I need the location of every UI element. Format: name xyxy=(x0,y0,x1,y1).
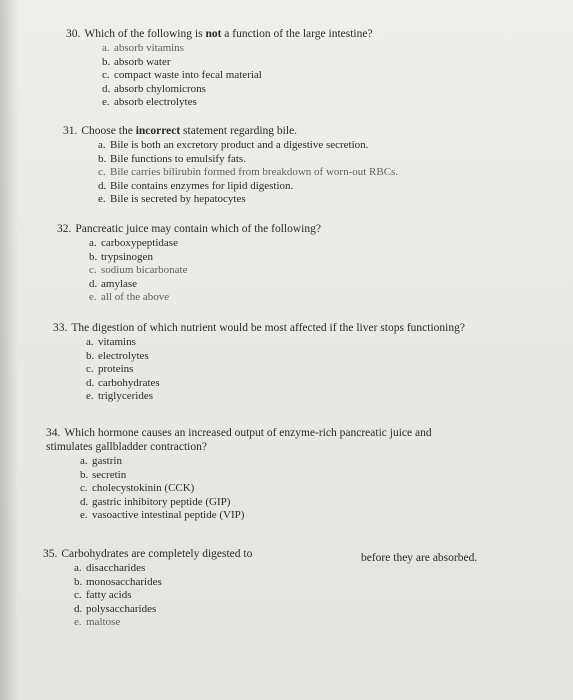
option-d xyxy=(98,180,398,194)
option-e xyxy=(98,193,398,207)
option-b xyxy=(89,251,321,265)
option-text: amylase xyxy=(101,277,138,290)
option-d xyxy=(74,603,252,617)
question-31-options xyxy=(98,139,398,207)
question-33-stem xyxy=(53,321,465,335)
stem-text: Pancreatic juice may contain which of the following? xyxy=(75,223,321,235)
question-number: 32. xyxy=(57,223,72,235)
option-text: Bile contains enzymes for lipid digestion. xyxy=(110,179,294,192)
option-text: maltose xyxy=(86,616,121,629)
option-letter: e. xyxy=(102,96,110,109)
option-letter: c. xyxy=(102,69,110,82)
option-b xyxy=(74,576,252,590)
option-e xyxy=(102,96,373,110)
option-text: proteins xyxy=(98,363,134,376)
option-c xyxy=(74,589,252,603)
option-c xyxy=(98,166,398,180)
question-30 xyxy=(66,27,373,110)
option-letter: a. xyxy=(98,139,106,151)
option-text: gastric inhibitory peptide (GIP) xyxy=(92,495,231,508)
option-text: Bile is both an excretory product and a digestive secretion. xyxy=(110,139,369,151)
option-e xyxy=(86,390,465,404)
option-letter: d. xyxy=(86,376,95,389)
option-a xyxy=(102,42,373,56)
option-text: vasoactive intestinal peptide (VIP) xyxy=(92,509,245,522)
question-number: 35. xyxy=(43,548,58,560)
question-35-stem xyxy=(43,547,252,561)
option-a xyxy=(89,237,321,251)
option-c xyxy=(89,264,321,278)
option-letter: b. xyxy=(86,349,95,362)
stem-text: Carbohydrates are completely digested to xyxy=(61,548,253,560)
stem-emphasis: not xyxy=(205,28,222,40)
option-a xyxy=(98,139,398,153)
question-34-stem-line2 xyxy=(46,440,432,454)
stem-text: Which of the following is xyxy=(84,28,206,40)
option-text: monosaccharides xyxy=(86,575,162,588)
option-c xyxy=(86,363,465,377)
question-number: 30. xyxy=(66,28,81,40)
option-text: trypsinogen xyxy=(101,250,153,263)
stem-text: The digestion of which nutrient would be most affected if the liver stops functioning? xyxy=(71,322,465,334)
option-letter: a. xyxy=(80,455,88,467)
option-text: compact waste into fecal material xyxy=(114,69,262,82)
question-35 xyxy=(43,547,252,630)
option-letter: a. xyxy=(74,562,82,574)
stem-text-end: statement regarding bile. xyxy=(180,125,298,137)
option-text: vitamins xyxy=(98,336,136,348)
option-letter: e. xyxy=(80,509,88,522)
option-d xyxy=(89,278,321,292)
page-shadow xyxy=(0,0,18,700)
option-letter: a. xyxy=(89,237,97,249)
question-30-options xyxy=(102,42,373,110)
option-text: absorb chylomicrons xyxy=(114,82,206,95)
question-35-stem-tail: before they are absorbed. xyxy=(361,552,478,564)
option-d xyxy=(80,496,432,510)
stem-text: stimulates gallbladder contraction? xyxy=(46,441,207,453)
option-letter: d. xyxy=(89,277,98,290)
option-letter: d. xyxy=(80,495,89,508)
option-text: sodium bicarbonate xyxy=(101,264,188,277)
option-text: polysaccharides xyxy=(86,602,157,615)
option-text: all of the above xyxy=(101,291,170,304)
option-letter: d. xyxy=(102,82,111,95)
option-letter: a. xyxy=(86,336,94,348)
option-a xyxy=(86,336,465,350)
option-text: carboxypeptidase xyxy=(101,237,178,249)
option-c xyxy=(80,482,432,496)
option-letter: b. xyxy=(74,575,83,588)
option-letter: e. xyxy=(74,616,82,629)
question-35-options xyxy=(74,562,252,630)
option-letter: c. xyxy=(80,482,88,495)
question-32 xyxy=(57,222,321,305)
option-b xyxy=(80,469,432,483)
option-letter: d. xyxy=(98,179,107,192)
question-32-options xyxy=(89,237,321,305)
option-letter: b. xyxy=(80,468,89,481)
option-text: Bile carries bilirubin formed from breakdown of worn-out RBCs. xyxy=(110,166,399,179)
question-34 xyxy=(46,426,432,523)
option-text: absorb vitamins xyxy=(114,42,184,54)
option-b xyxy=(86,350,465,364)
option-text: absorb electrolytes xyxy=(114,96,197,109)
option-letter: e. xyxy=(86,390,94,403)
option-text: carbohydrates xyxy=(98,376,160,389)
option-letter: b. xyxy=(89,250,98,263)
question-number: 34. xyxy=(46,427,61,439)
option-text: secretin xyxy=(92,468,127,481)
option-e xyxy=(74,616,252,630)
question-33-options xyxy=(86,336,465,404)
stem-text: Which hormone causes an increased output of enzyme-rich pancreatic juice and xyxy=(64,427,432,439)
option-e xyxy=(80,509,432,523)
option-letter: c. xyxy=(89,264,97,277)
option-letter: e. xyxy=(89,291,97,304)
question-33 xyxy=(53,321,465,404)
option-letter: a. xyxy=(102,42,110,54)
option-b xyxy=(98,153,398,167)
option-a xyxy=(80,455,432,469)
option-letter: b. xyxy=(98,152,107,165)
option-letter: b. xyxy=(102,55,111,68)
option-letter: e. xyxy=(98,193,106,206)
option-text: electrolytes xyxy=(98,349,149,362)
option-c xyxy=(102,69,373,83)
stem-text: Choose the xyxy=(81,125,136,137)
option-letter: c. xyxy=(86,363,94,376)
option-text: triglycerides xyxy=(98,390,153,403)
question-30-stem xyxy=(66,27,373,41)
option-d xyxy=(86,377,465,391)
option-letter: d. xyxy=(74,602,83,615)
option-text: Bile functions to emulsify fats. xyxy=(110,152,246,165)
question-34-options xyxy=(80,455,432,523)
question-32-stem xyxy=(57,222,321,236)
option-text: absorb water xyxy=(114,55,171,68)
stem-text-end: a function of the large intestine? xyxy=(221,28,373,40)
question-31 xyxy=(63,124,398,207)
stem-emphasis: incorrect xyxy=(135,125,181,137)
question-number: 31. xyxy=(63,125,78,137)
question-number: 33. xyxy=(53,322,68,334)
option-text: cholecystokinin (CCK) xyxy=(92,482,195,495)
option-b xyxy=(102,56,373,70)
option-d xyxy=(102,83,373,97)
question-34-stem xyxy=(46,426,432,440)
option-e xyxy=(89,291,321,305)
option-text: Bile is secreted by hepatocytes xyxy=(110,193,246,206)
question-31-stem xyxy=(63,124,398,138)
option-text: gastrin xyxy=(92,455,122,467)
option-text: fatty acids xyxy=(86,589,132,602)
option-a xyxy=(74,562,252,576)
option-letter: c. xyxy=(98,166,106,179)
option-letter: c. xyxy=(74,589,82,602)
option-text: disaccharides xyxy=(86,562,146,574)
